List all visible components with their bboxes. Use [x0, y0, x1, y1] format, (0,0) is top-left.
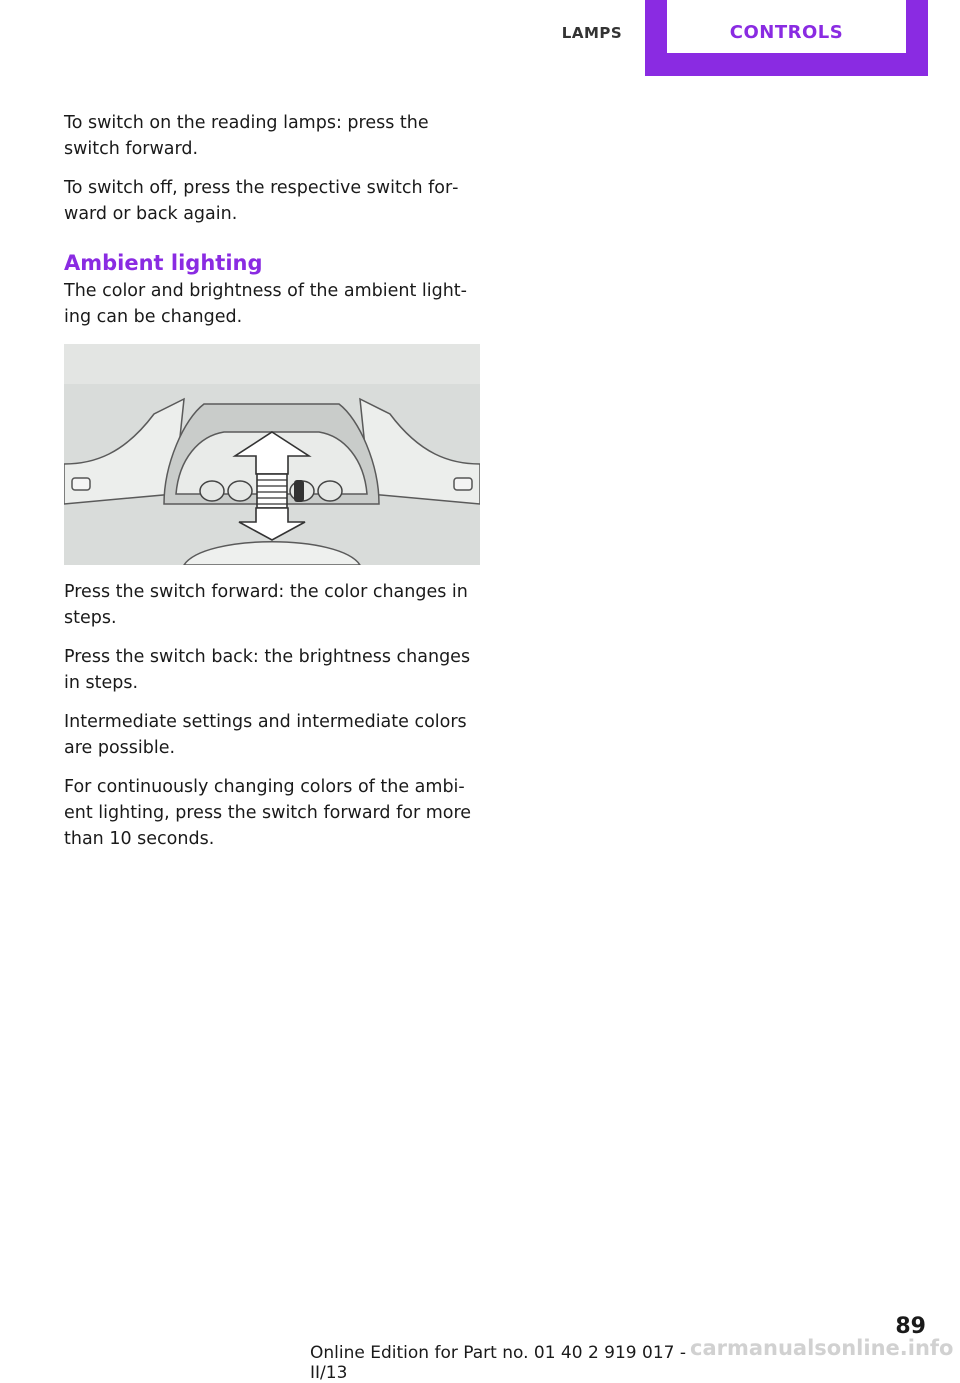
page-number: 89: [895, 1314, 926, 1339]
paragraph-continuous-colors: For continuously changing colors of the ambi‐ent lighting, press the switch forward for more than 10 seconds.: [64, 777, 472, 849]
header-chapter-tab: [645, 0, 928, 76]
header-section-label: LAMPS: [561, 24, 623, 42]
paragraph-ambient-intro: The color and brightness of the ambient light‐ing can be changed.: [64, 281, 467, 327]
watermark: carmanualsonline.info: [690, 1336, 954, 1360]
paragraph-switch-forward: Press the switch forward: the color changes in steps.: [64, 582, 468, 628]
paragraph-intermediate-settings: Intermediate settings and intermediate colors are possible.: [64, 712, 467, 758]
section-heading-ambient-lighting: Ambient lighting: [64, 251, 263, 275]
ambient-lighting-switch-illustration: [64, 344, 480, 565]
paragraph-switch-back: Press the switch back: the brightness changes in steps.: [64, 647, 471, 693]
paragraph-reading-lamps-off: To switch off, press the respective switch for‐ward or back again.: [64, 178, 459, 224]
main-column: [64, 110, 484, 865]
paragraph-reading-lamps-on: To switch on the reading lamps: press the switch forward.: [64, 113, 429, 159]
footer-edition: Online Edition for Part no. 01 40 2 919 017 - II/13: [310, 1343, 687, 1383]
header-chapter-label: CONTROLS: [667, 0, 906, 53]
